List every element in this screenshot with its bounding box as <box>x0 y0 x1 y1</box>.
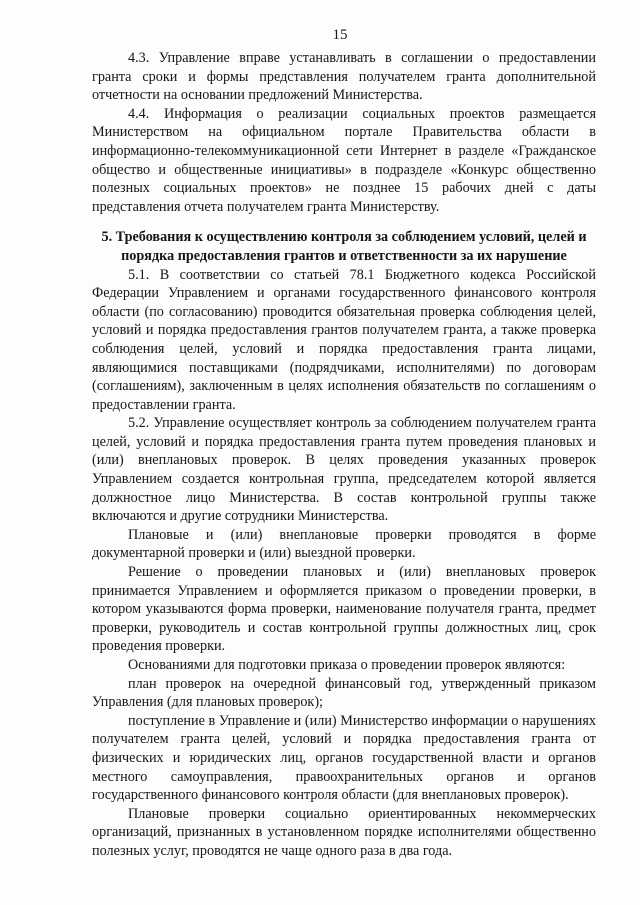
page-number: 15 <box>332 27 348 43</box>
paragraph-inspection-frequency: Плановые проверки социально ориентированных некоммерческих организаций, признанных в установленном порядке исполнителями общественно полезных услуг, проводятся не чаще одного раза в два года. <box>92 805 596 859</box>
document-body <box>92 49 596 861</box>
paragraph-grounds-intro: Основаниями для подготовки приказа о проведении проверок являются: <box>128 657 566 673</box>
paragraph-inspection-forms: Плановые и (или) внеплановые проверки проводятся в форме документарной проверки и (или) выездной проверки. <box>92 526 596 562</box>
paragraph-ground-information: поступление в Управление и (или) Министерство информации о нарушениях получателем гранта целей, условий и порядка предоставления гранта от физических и юридических лиц, органов государственной власти и органов местного самоуправления, правоохранительных органов и органов государственного финансового контроля области (для внеплановых проверок). <box>92 712 596 804</box>
paragraph-5-2: 5.2. Управление осуществляет контроль за соблюдением получателем гранта целей, условий и порядка предоставления гранта путем проведения плановых и (или) внеплановых проверок. В целях проведения указанных проверок Управлением создается контрольная группа, председателем которой является должностное лицо Министерства. В состав контрольной группы также включаются и другие сотрудники Министерства. <box>92 415 596 525</box>
paragraph-5-1: 5.1. В соответствии со статьей 78.1 Бюджетного кодекса Российской Федерации Управлением и органами государственного финансового контроля области (по согласованию) проводится обязательная проверка соблюдения целей, условий и порядка предоставления грантов получателем гранта, а также проверка соблюдения целей, условий и порядка предоставления гранта лицами, являющимися поставщиками (подрядчиками, исполнителями) по договорам (соглашениям), заключенным в целях исполнения обязательств по соглашениям о предоставлении гранта. <box>92 266 596 413</box>
paragraph-4-4: 4.4. Информация о реализации социальных проектов размещается Министерством на официальном портале Правительства области в информационно-телекоммуникационной сети Интернет в разделе «Гражданское общество и общественные инициативы» в подразделе «Конкурс общественно полезных социальных проектов» не позднее 15 рабочих дней с даты представления отчета получателем гранта Министерству. <box>92 105 596 215</box>
section-heading: 5. Требования к осуществлению контроля за соблюдением условий, целей и порядка предоставления грантов и ответственности за их нарушение <box>101 229 587 264</box>
paragraph-inspection-decision: Решение о проведении плановых и (или) внеплановых проверок принимается Управлением и оформляется приказом о проведении проверки, в котором указываются форма проверки, наименование получателя гранта, предмет проверки, руководитель и состав контрольной группы должностных лиц, срок проведения проверки. <box>92 564 596 655</box>
paragraph-4-3: 4.3. Управление вправе устанавливать в соглашении о предоставлении гранта сроки и формы представления получателем гранта дополнительной отчетности на основании предложений Министерства. <box>92 50 596 104</box>
section-spacer <box>92 216 596 228</box>
paragraph-ground-plan: план проверок на очередной финансовый год, утвержденный приказом Управления (для плановых проверок); <box>92 675 596 711</box>
